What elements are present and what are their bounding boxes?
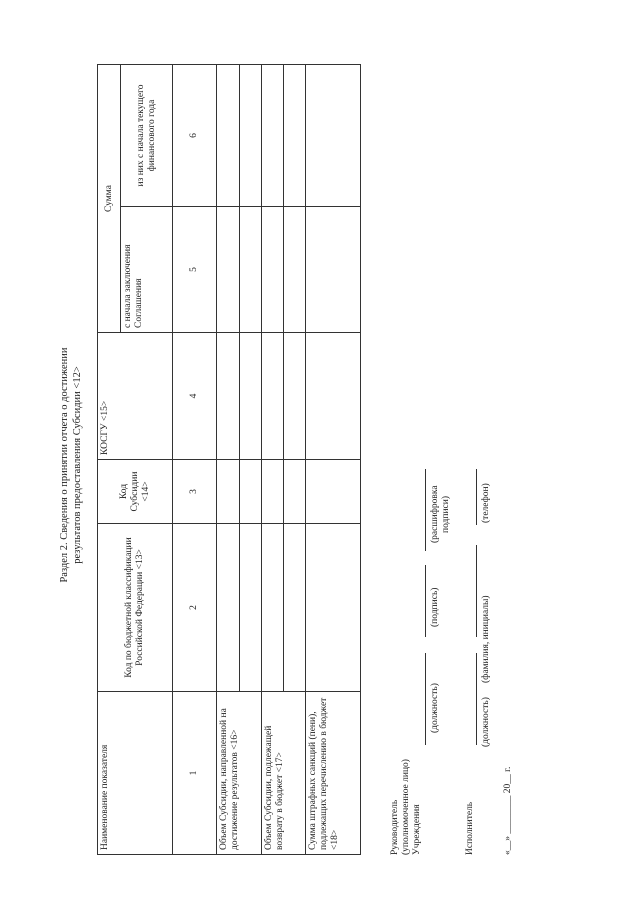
position-line xyxy=(425,653,426,745)
table-cell xyxy=(240,65,262,207)
column-number: 2 xyxy=(173,524,217,692)
table-cell xyxy=(240,333,262,460)
table-cell xyxy=(262,333,284,460)
signature-caption: (подпись) xyxy=(430,587,440,627)
table-cell xyxy=(284,333,306,460)
table-cell xyxy=(217,207,240,333)
header-kosgu: КОСГУ <15> xyxy=(98,333,173,460)
header-indicator: Наименование показателя xyxy=(98,692,173,855)
column-number: 4 xyxy=(173,333,217,460)
date-line: «__» ________ 20__ г. xyxy=(503,766,513,855)
table-cell xyxy=(284,65,306,207)
header-of-which: из них с начала текущего финансового года xyxy=(121,65,173,207)
head-label: Руководитель xyxy=(390,799,400,855)
section-title: Раздел 2. Сведения о принятии отчета о достижении xyxy=(59,347,70,583)
decoding-line xyxy=(425,469,426,551)
table-cell xyxy=(217,65,240,207)
row-subsidy-return: Объем Субсидии, подлежащей возврату в бюджет <17> xyxy=(262,692,306,855)
column-number: 3 xyxy=(173,460,217,524)
header-sum: Сумма xyxy=(98,65,121,333)
column-number: 6 xyxy=(173,65,217,207)
executor-position-line xyxy=(476,653,477,745)
column-number: 1 xyxy=(173,692,217,855)
executor-name-caption: (фамилия, инициалы) xyxy=(481,595,491,683)
column-number: 5 xyxy=(173,207,217,333)
decoding-caption-2: подписи) xyxy=(441,495,451,533)
table-cell xyxy=(284,207,306,333)
head-label-authorized: (уполномоченное лицо) xyxy=(401,759,411,855)
table-cell xyxy=(284,524,306,692)
table-cell xyxy=(240,524,262,692)
table-cell xyxy=(240,207,262,333)
decoding-caption-1: (расшифровка xyxy=(430,485,440,543)
table-cell xyxy=(306,524,361,692)
signature-line xyxy=(425,565,426,637)
executor-label: Исполнитель xyxy=(465,801,475,855)
header-since-agreement: с начала заключения Соглашения xyxy=(121,207,173,333)
table-cell xyxy=(306,333,361,460)
institution-label: Учреждения xyxy=(412,804,422,855)
table-cell xyxy=(306,207,361,333)
table-cell xyxy=(217,460,240,524)
table-cell xyxy=(306,460,361,524)
table-cell xyxy=(262,460,284,524)
table-cell xyxy=(262,524,284,692)
table-cell xyxy=(284,460,306,524)
table-cell xyxy=(240,460,262,524)
table-cell xyxy=(217,333,240,460)
table-cell xyxy=(262,65,284,207)
executor-name-line xyxy=(476,545,477,637)
row-subsidy-volume: Объем Субсидии, направленной на достижение результатов <16> xyxy=(217,692,262,855)
row-penalties: Сумма штрафных санкций (пени), подлежащих перечислению в бюджет <18> xyxy=(306,692,361,855)
section-subtitle: результатов предоставления Субсидии <12> xyxy=(72,366,83,564)
executor-position-caption: (должность) xyxy=(481,697,491,747)
table-cell xyxy=(217,524,240,692)
phone-caption: (телефон) xyxy=(481,483,491,523)
header-subsidy-code: Код Субсидии <14> xyxy=(98,460,173,524)
header-bcc: Код по бюджетной классификации Российской Федерации <13> xyxy=(98,524,173,692)
table-cell xyxy=(306,65,361,207)
phone-line xyxy=(476,469,477,525)
table-cell xyxy=(262,207,284,333)
position-caption: (должность) xyxy=(430,683,440,733)
results-table xyxy=(97,64,361,855)
